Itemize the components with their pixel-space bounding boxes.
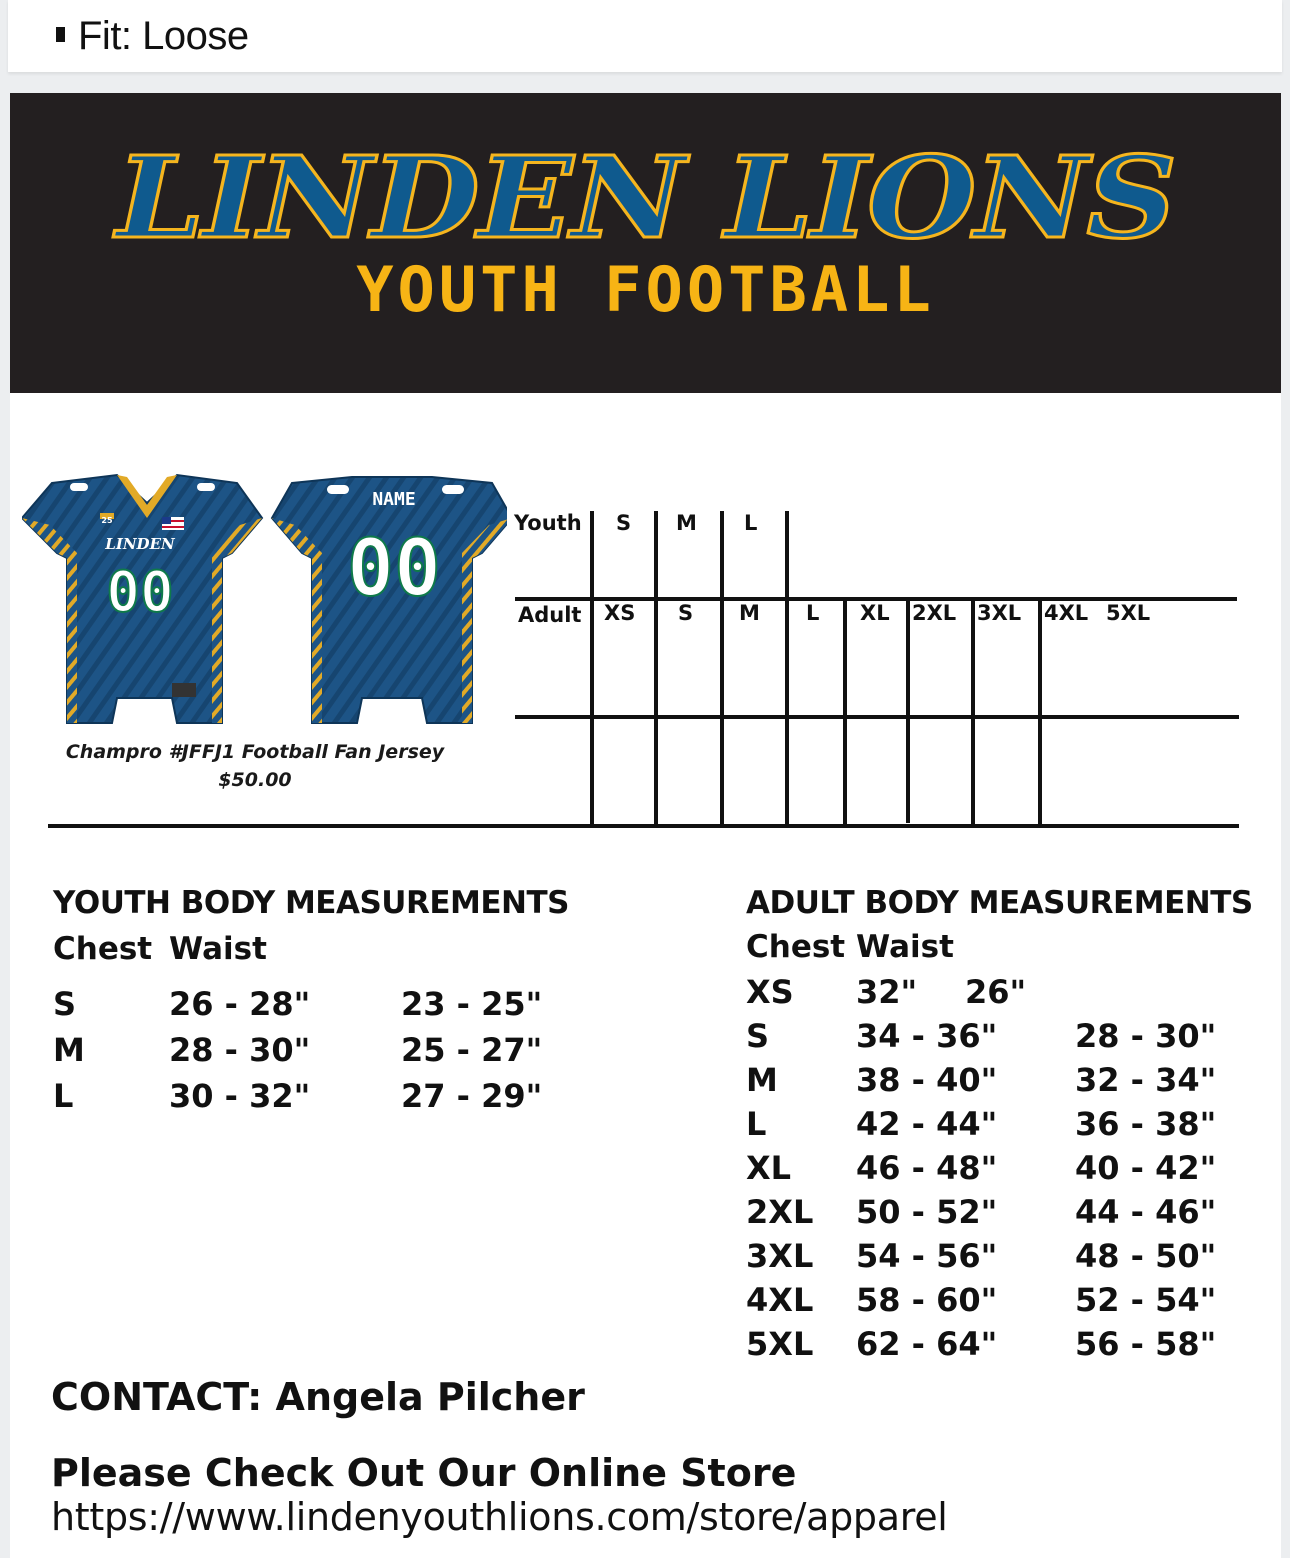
youth-label: Youth — [514, 511, 582, 535]
chest-cell: 26 - 28" — [169, 985, 311, 1023]
adult-label: Adult — [518, 603, 582, 627]
size-cell: 4XL — [746, 1281, 814, 1319]
waist-cell: 28 - 30" — [1075, 1017, 1217, 1055]
waist-cell: 27 - 29" — [401, 1077, 543, 1115]
fit-text: Fit: Loose — [78, 14, 249, 58]
size-cell: L — [53, 1077, 74, 1115]
chest-cell: 28 - 30" — [169, 1031, 311, 1069]
chest-cell: 42 - 44" — [856, 1105, 998, 1143]
youth-size-s: S — [616, 511, 632, 535]
size-cell: S — [746, 1017, 770, 1055]
youth-chest-header: Chest — [53, 931, 153, 967]
youth-size-l: L — [744, 511, 758, 535]
youth-size-m: M — [676, 511, 697, 535]
adult-size-l: L — [806, 601, 820, 625]
youth-waist-header: Waist — [169, 931, 267, 967]
waist-cell: 44 - 46" — [1075, 1193, 1217, 1231]
svg-text:00: 00 — [347, 524, 441, 614]
product-name: Champro #JFFJ1 Football Fan Jersey — [65, 741, 445, 763]
svg-text:LINDEN: LINDEN — [105, 535, 175, 553]
waist-cell: 23 - 25" — [401, 985, 543, 1023]
chest-cell: 34 - 36" — [856, 1017, 998, 1055]
adult-size-4xl: 4XL — [1044, 601, 1089, 625]
adult-waist-header: Waist — [856, 929, 954, 965]
svg-text:NAME: NAME — [372, 489, 416, 510]
adult-measurements-title: ADULT BODY MEASUREMENTS — [746, 885, 1253, 921]
chest-cell: 54 - 56" — [856, 1237, 998, 1275]
chest-cell: 50 - 52" — [856, 1193, 998, 1231]
adult-size-5xl: 5XL — [1106, 601, 1151, 625]
waist-cell: 40 - 42" — [1075, 1149, 1217, 1187]
front-jersey-icon — [22, 475, 262, 723]
size-cell: XS — [746, 973, 794, 1011]
adult-size-m: M — [739, 601, 760, 625]
waist-cell: 25 - 27" — [401, 1031, 543, 1069]
size-cell: 3XL — [746, 1237, 814, 1275]
chest-cell: 30 - 32" — [169, 1077, 311, 1115]
waist-cell: 26" — [965, 973, 1027, 1011]
size-cell: XL — [746, 1149, 792, 1187]
bullet-square-icon — [56, 27, 65, 42]
waist-cell: 48 - 50" — [1075, 1237, 1217, 1275]
team-tagline: YOUTH FOOTBALL — [356, 253, 935, 326]
size-cell: S — [53, 985, 77, 1023]
waist-cell: 56 - 58" — [1075, 1325, 1217, 1363]
size-cell: 5XL — [746, 1325, 814, 1363]
product-price: $50.00 — [218, 769, 292, 791]
top-info-card — [8, 0, 1282, 72]
chest-cell: 58 - 60" — [856, 1281, 998, 1319]
chest-cell: 62 - 64" — [856, 1325, 998, 1363]
waist-cell: 52 - 54" — [1075, 1281, 1217, 1319]
back-jersey-icon — [272, 477, 507, 723]
waist-cell: 32 - 34" — [1075, 1061, 1217, 1099]
chest-cell: 46 - 48" — [856, 1149, 998, 1187]
jersey-illustration — [22, 473, 507, 733]
size-cell: 2XL — [746, 1193, 814, 1231]
team-name-logo: LINDEN LIONS — [116, 133, 1175, 264]
adult-size-3xl: 3XL — [977, 601, 1022, 625]
svg-text:25: 25 — [101, 516, 113, 525]
adult-size-s: S — [678, 601, 694, 625]
team-banner — [10, 93, 1281, 393]
chest-cell: 32" — [856, 973, 918, 1011]
youth-measurements-title: YOUTH BODY MEASUREMENTS — [53, 885, 569, 921]
adult-size-2xl: 2XL — [912, 601, 957, 625]
svg-text:00: 00 — [106, 560, 174, 625]
contact-line: CONTACT: Angela Pilcher — [51, 1375, 585, 1419]
store-url-link[interactable]: https://www.lindenyouthlions.com/store/apparel — [51, 1495, 948, 1539]
size-cell: M — [53, 1031, 85, 1069]
adult-chest-header: Chest — [746, 929, 846, 965]
size-cell: L — [746, 1105, 767, 1143]
adult-size-xl: XL — [860, 601, 890, 625]
waist-cell: 36 - 38" — [1075, 1105, 1217, 1143]
store-heading: Please Check Out Our Online Store — [51, 1451, 797, 1495]
chest-cell: 38 - 40" — [856, 1061, 998, 1099]
adult-size-xs: XS — [604, 601, 636, 625]
order-form-sheet — [10, 93, 1281, 1558]
product-caption — [40, 738, 470, 794]
fit-bullet — [56, 14, 249, 59]
size-cell: M — [746, 1061, 778, 1099]
